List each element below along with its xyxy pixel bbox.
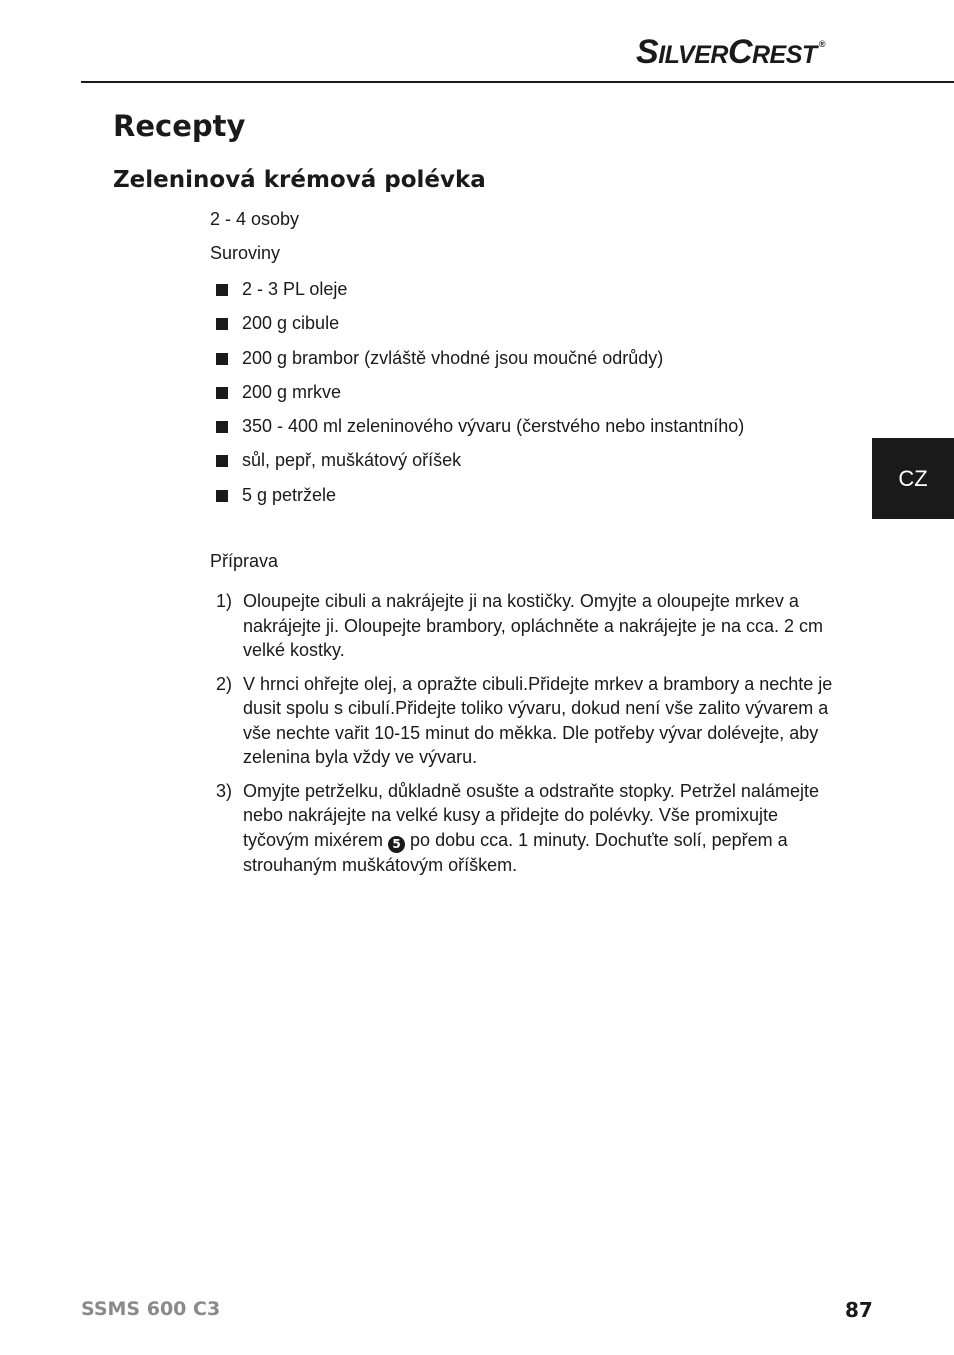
- page-title: Recepty: [113, 109, 246, 143]
- part-number-icon: 5: [388, 836, 405, 853]
- logo-part: C: [727, 33, 752, 71]
- square-bullet-icon: [216, 353, 228, 365]
- registered-mark: ®: [818, 39, 825, 49]
- list-item: [216, 416, 744, 450]
- step-number: 1): [216, 591, 233, 611]
- step-text: Oloupejte cibuli a nakrájejte ji na kostičky. Omyjte a oloupejte mrkev a nakrájejte ji. Oloupejte brambory, opláchněte a nakrájejte je na cca. 2 cm velké kostky.: [243, 591, 823, 660]
- logo-part: REST: [752, 41, 817, 69]
- square-bullet-icon: [216, 387, 228, 399]
- ingredient-text: 200 g brambor (zvláště vhodné jsou moučné odrůdy): [242, 347, 664, 368]
- language-tab: CZ: [872, 438, 954, 519]
- ingredient-text: 5 g petržele: [242, 484, 337, 505]
- ingredient-text: 350 - 400 ml zeleninového vývaru (čerstvého nebo instantního): [242, 416, 745, 437]
- ingredient-text: 200 g mrkve: [242, 381, 342, 402]
- model-number: SSMS 600 C3: [81, 1298, 221, 1320]
- ingredient-text: 200 g cibule: [242, 313, 340, 334]
- list-item: [216, 348, 744, 382]
- square-bullet-icon: [216, 455, 228, 467]
- square-bullet-icon: [216, 421, 228, 433]
- ingredient-text: 2 - 3 PL oleje: [242, 279, 348, 299]
- header-divider: [81, 81, 954, 83]
- step-number: 2): [216, 673, 233, 694]
- step-item: [216, 589, 846, 663]
- step-item: [216, 779, 846, 878]
- logo-part: S: [636, 33, 659, 71]
- brand-logo: [636, 33, 825, 72]
- square-bullet-icon: [216, 284, 228, 296]
- list-item: [216, 313, 744, 347]
- step-number: 3): [216, 780, 233, 801]
- step-text-part: po dobu cca. 1 minuty. Dochuťte solí, pepřem a strouhaným muškátovým oříškem.: [243, 829, 788, 875]
- square-bullet-icon: [216, 490, 228, 502]
- step-item: [216, 672, 846, 770]
- ingredient-text: sůl, pepř, muškátový oříšek: [242, 450, 462, 471]
- list-item: [216, 382, 744, 416]
- logo-part: ILVER: [658, 41, 728, 69]
- preparation-steps: [216, 589, 846, 886]
- ingredients-heading: Suroviny: [210, 243, 281, 263]
- list-item: [216, 485, 744, 519]
- step-text: [243, 779, 846, 878]
- page-number: 87: [845, 1298, 873, 1322]
- square-bullet-icon: [216, 318, 228, 330]
- step-text-part: Omyjte petrželku, důkladně osušte a odstraňte stopky. Petržel nalámejte nebo nakrájejte na velké kusy a přidejte do polévky. Vše promixujte tyčovým mixérem: [243, 780, 819, 850]
- step-text: V hrnci ohřejte olej, a opražte cibuli.Přidejte mrkev a brambory a nechte je dusit spolu s cibulí.Přidejte toliko vývaru, dokud není vše zalito vývarem a vše nechte vařit 10-15 minut do měkka. Dle potřeby vývar dolévejte, aby zelenina byla vždy ve vývaru.: [243, 673, 833, 767]
- servings-text: 2 - 4 osoby: [210, 209, 300, 229]
- list-item: [216, 279, 744, 313]
- preparation-heading: Příprava: [210, 551, 279, 571]
- ingredients-list: [216, 279, 744, 519]
- list-item: [216, 450, 744, 484]
- recipe-title: Zeleninová krémová polévka: [113, 167, 486, 193]
